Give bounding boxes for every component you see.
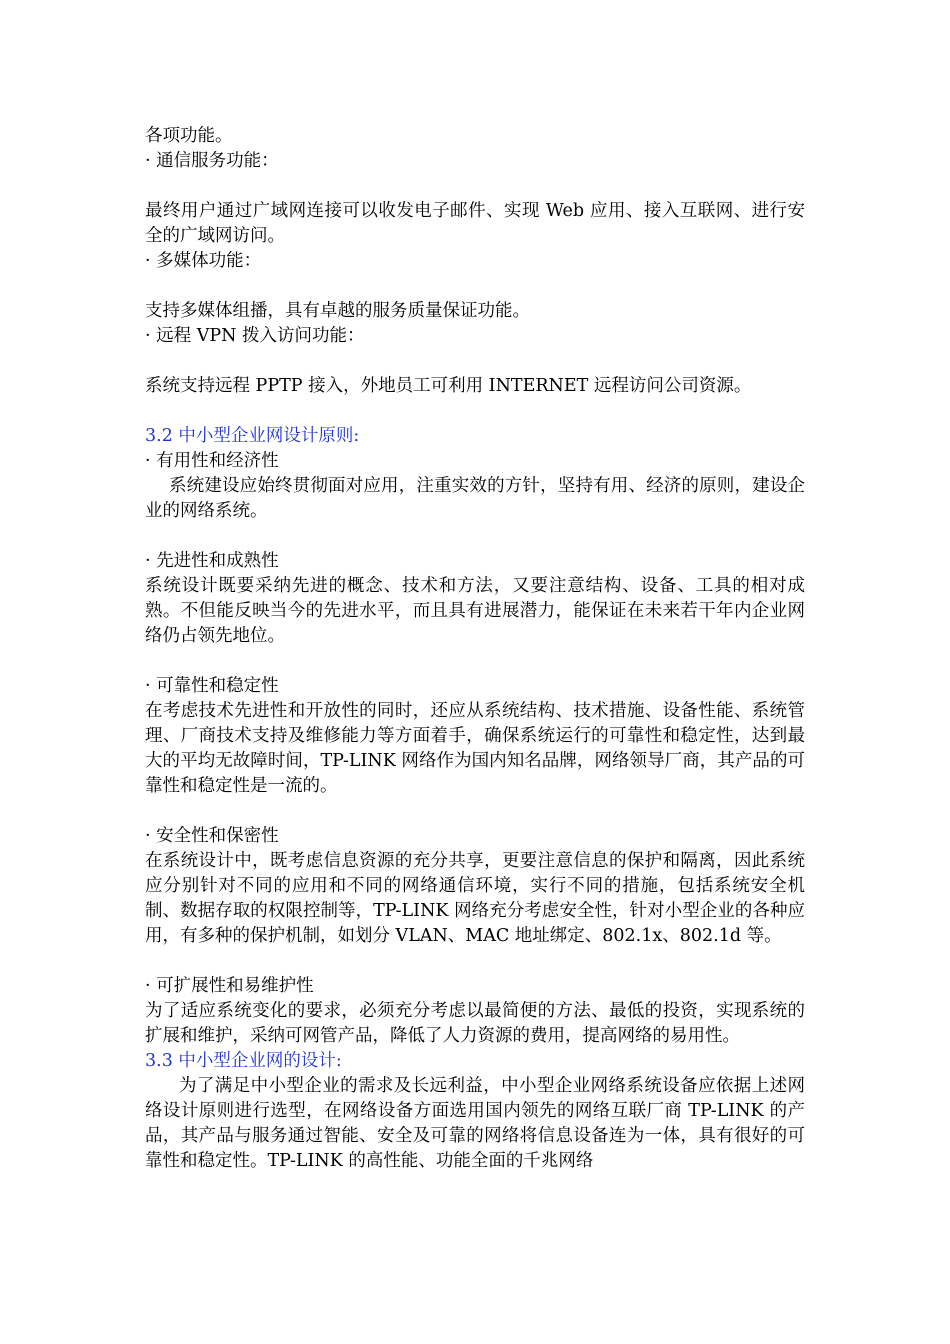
section-heading-3-3: 3.3 中小型企业网的设计:: [145, 1051, 342, 1071]
spacer: [145, 174, 805, 199]
section-heading-3-2: 3.2 中小型企业网设计原则:: [145, 426, 360, 446]
paragraph-reliability: 在考虑技术先进性和开放性的同时，还应从系统结构、技术措施、设备性能、系统管理、厂商技术支持及维修能力等方面着手，确保系统运行的可靠性和稳定性，达到最大的平均无故障时间，TP-LINK 网络作为国内知名品牌，网络领导厂商，其产品的可靠性和稳定性是一流的。: [145, 701, 805, 796]
bullet-multimedia: · 多媒体功能：: [145, 251, 262, 271]
paragraph-design: 为了满足中小型企业的需求及长远利益，中小型企业网络系统设备应依据上述网络设计原则进行选型，在网络设备方面选用国内领先的网络互联厂商 TP-LINK 的产品，其产品与服务通过智能、安全及可靠的网络将信息设备连为一体，具有很好的可靠性和稳定性。TP-LINK 的高性能、功能全面的千兆网络: [145, 1076, 805, 1171]
document-page: [145, 124, 805, 1174]
paragraph-usability: 系统建设应始终贯彻面对应用，注重实效的方针，坚持有用、经济的原则，建设企业的网络系统。: [145, 476, 805, 521]
paragraph-vpn: 系统支持远程 PPTP 接入，外地员工可利用 INTERNET 远程访问公司资源。: [145, 376, 752, 396]
paragraph-multimedia: 支持多媒体组播，具有卓越的服务质量保证功能。: [145, 301, 530, 321]
spacer: [145, 274, 805, 299]
spacer: [145, 799, 805, 824]
bullet-scalability: · 可扩展性和易维护性: [145, 976, 314, 996]
spacer: [145, 349, 805, 374]
spacer: [145, 949, 805, 974]
paragraph-security: 在系统设计中，既考虑信息资源的充分共享，更要注意信息的保护和隔离，因此系统应分别针对不同的应用和不同的网络通信环境，实行不同的措施，包括系统安全机制、数据存取的权限控制等，TP-LINK 网络充分考虑安全性，针对小型企业的各种应用，有多种的保护机制，如划分 VLAN、MAC 地址绑定、802.1x、802.1d 等。: [145, 851, 805, 946]
bullet-usability: · 有用性和经济性: [145, 451, 279, 471]
spacer: [145, 399, 805, 424]
bullet-vpn: · 远程 VPN 拨入访问功能：: [145, 326, 365, 346]
paragraph-continuation: 各项功能。: [145, 126, 233, 146]
bullet-communication: · 通信服务功能：: [145, 151, 279, 171]
paragraph-communication: 最终用户通过广域网连接可以收发电子邮件、实现 Web 应用、接入互联网、进行安全的广域网访问。: [145, 201, 805, 246]
bullet-security: · 安全性和保密性: [145, 826, 279, 846]
paragraph-advanced: 系统设计既要采纳先进的概念、技术和方法，又要注意结构、设备、工具的相对成熟。不但能反映当今的先进水平，而且具有进展潜力，能保证在未来若干年内企业网络仍占领先地位。: [145, 576, 805, 646]
spacer: [145, 649, 805, 674]
paragraph-scalability: 为了适应系统变化的要求，必须充分考虑以最简便的方法、最低的投资，实现系统的扩展和维护，采纳可网管产品，降低了人力资源的费用，提高网络的易用性。: [145, 1001, 805, 1046]
bullet-reliability: · 可靠性和稳定性: [145, 676, 279, 696]
spacer: [145, 524, 805, 549]
bullet-advanced: · 先进性和成熟性: [145, 551, 279, 571]
